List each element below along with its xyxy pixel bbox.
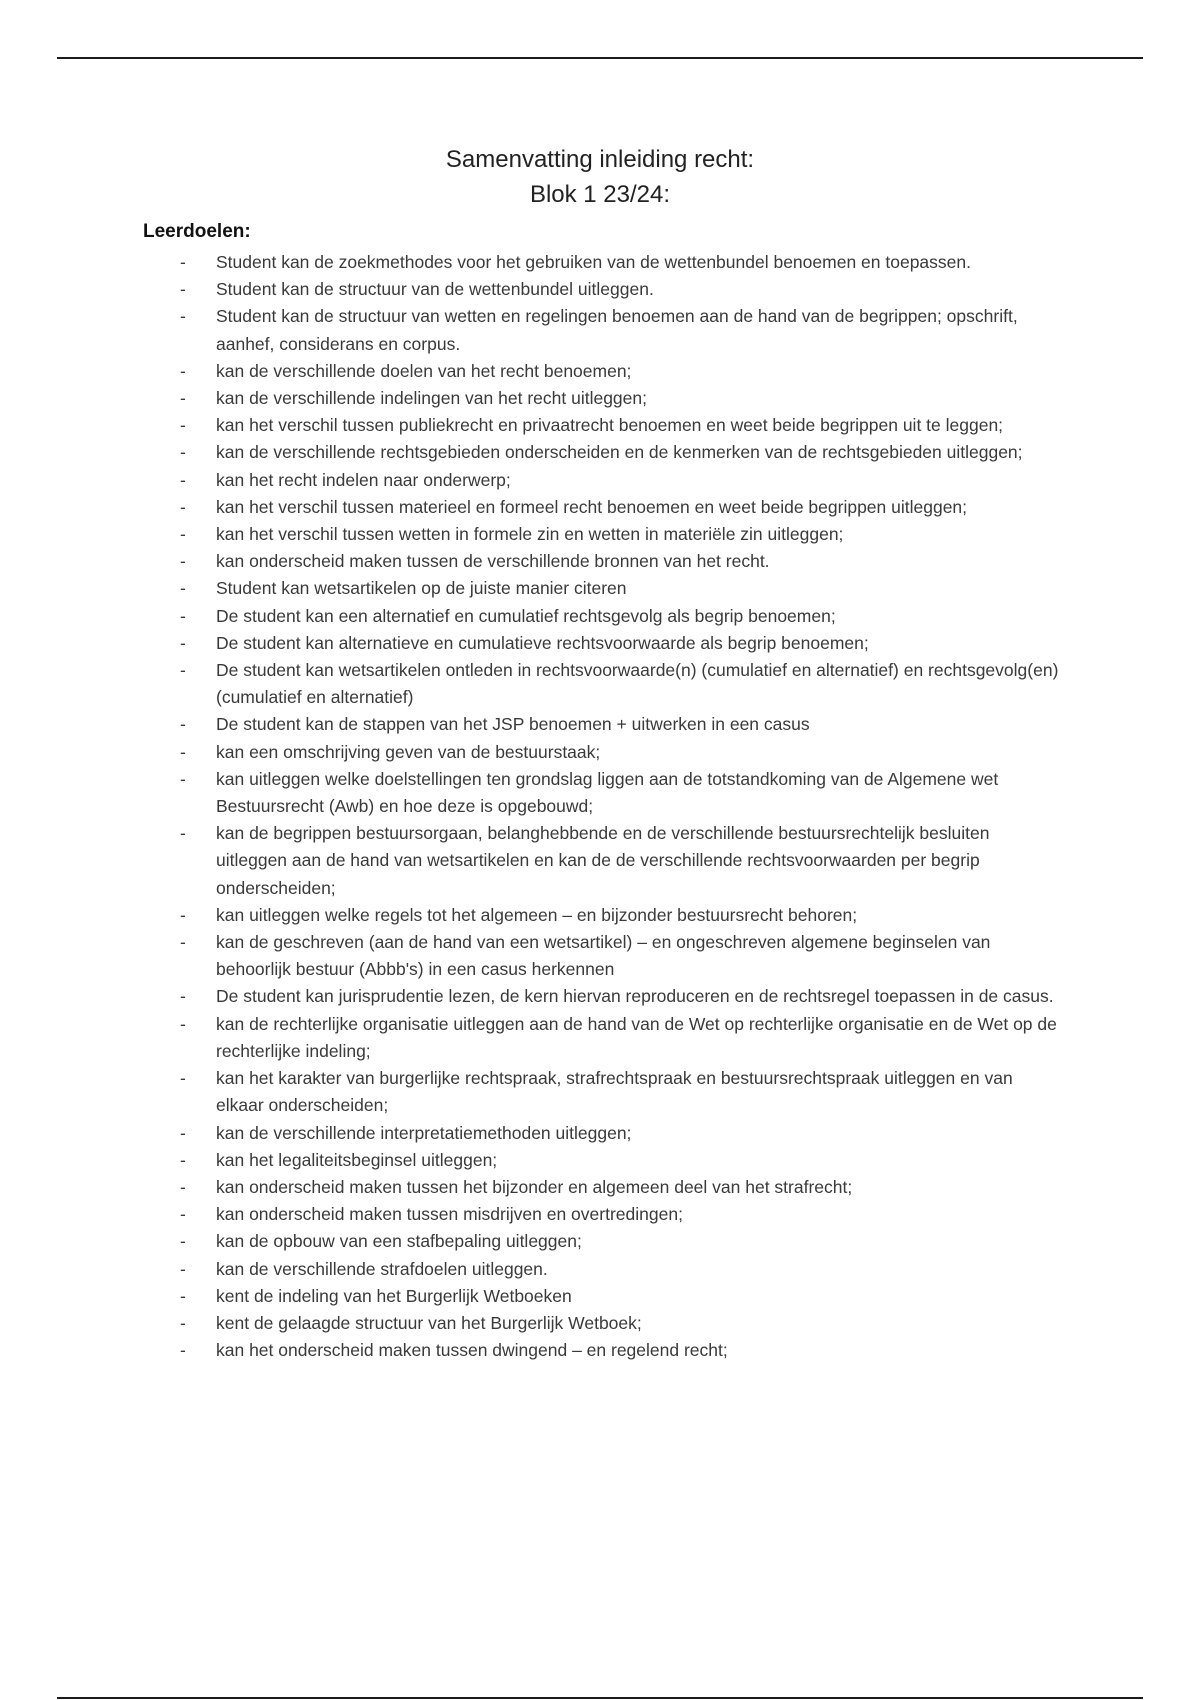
list-item: - kan het recht indelen naar onderwerp; bbox=[143, 467, 1063, 494]
list-item: - De student kan de stappen van het JSP benoemen + uitwerken in een casus bbox=[143, 711, 1063, 738]
list-item: - kan een omschrijving geven van de bestuurstaak; bbox=[143, 739, 1063, 766]
list-item: - Student kan de structuur van wetten en regelingen benoemen aan de hand van de begrippen; opschrift, aanhef, considerans en corpus. bbox=[143, 303, 1063, 357]
list-item: - kan de verschillende interpretatiemethoden uitleggen; bbox=[143, 1120, 1063, 1147]
list-item: - kan de begrippen bestuursorgaan, belanghebbende en de verschillende bestuursrechtelijk besluiten uitleggen aan de hand van wetsartikelen en kan de de verschillende rechtsvoorwaarden per begrip onderscheiden; bbox=[143, 820, 1063, 902]
list-item: - De student kan een alternatief en cumulatief rechtsgevolg als begrip benoemen; bbox=[143, 603, 1063, 630]
list-item: - De student kan alternatieve en cumulatieve rechtsvoorwaarde als begrip benoemen; bbox=[143, 630, 1063, 657]
learning-objectives-list bbox=[143, 249, 1063, 1364]
list-item: - kan onderscheid maken tussen het bijzonder en algemeen deel van het strafrecht; bbox=[143, 1174, 1063, 1201]
list-item: - Student kan wetsartikelen op de juiste manier citeren bbox=[143, 575, 1063, 602]
list-item: - De student kan wetsartikelen ontleden in rechtsvoorwaarde(n) (cumulatief en alternatief) en rechtsgevolg(en) (cumulatief en alternatief) bbox=[143, 657, 1063, 711]
list-item: - kan het verschil tussen wetten in formele zin en wetten in materiële zin uitleggen; bbox=[143, 521, 1063, 548]
list-item: - kent de indeling van het Burgerlijk Wetboeken bbox=[143, 1283, 1063, 1310]
list-item: - De student kan jurisprudentie lezen, de kern hiervan reproduceren en de rechtsregel toepassen in de casus. bbox=[143, 983, 1063, 1010]
list-item: - kan de opbouw van een stafbepaling uitleggen; bbox=[143, 1228, 1063, 1255]
list-item: - kan de rechterlijke organisatie uitleggen aan de hand van de Wet op rechterlijke organisatie en de Wet op de rechterlijke indeling; bbox=[143, 1011, 1063, 1065]
list-item: - kan de verschillende doelen van het recht benoemen; bbox=[143, 358, 1063, 385]
document-title bbox=[0, 142, 1200, 212]
list-item: - kan het verschil tussen materieel en formeel recht benoemen en weet beide begrippen uitleggen; bbox=[143, 494, 1063, 521]
list-item: - kan het legaliteitsbeginsel uitleggen; bbox=[143, 1147, 1063, 1174]
section-heading: Leerdoelen: bbox=[143, 221, 251, 242]
list-item: - Student kan de structuur van de wettenbundel uitleggen. bbox=[143, 276, 1063, 303]
list-item: - kan het onderscheid maken tussen dwingend – en regelend recht; bbox=[143, 1337, 1063, 1364]
list-item: - kan de verschillende indelingen van het recht uitleggen; bbox=[143, 385, 1063, 412]
list-item: - kan de verschillende strafdoelen uitleggen. bbox=[143, 1256, 1063, 1283]
header-rule bbox=[57, 57, 1143, 59]
list-item: - kan het verschil tussen publiekrecht en privaatrecht benoemen en weet beide begrippen uit te leggen; bbox=[143, 412, 1063, 439]
list-item: - kan het karakter van burgerlijke rechtspraak, strafrechtspraak en bestuursrechtspraak uitleggen en van elkaar onderscheiden; bbox=[143, 1065, 1063, 1119]
list-item: - kan onderscheid maken tussen de verschillende bronnen van het recht. bbox=[143, 548, 1063, 575]
list-item: - kan onderscheid maken tussen misdrijven en overtredingen; bbox=[143, 1201, 1063, 1228]
list-item: - Student kan de zoekmethodes voor het gebruiken van de wettenbundel benoemen en toepassen. bbox=[143, 249, 1063, 276]
footer-rule bbox=[57, 1697, 1143, 1699]
list-item: - kan de verschillende rechtsgebieden onderscheiden en de kenmerken van de rechtsgebieden uitleggen; bbox=[143, 439, 1063, 466]
list-item: - kan uitleggen welke regels tot het algemeen – en bijzonder bestuursrecht behoren; bbox=[143, 902, 1063, 929]
title-line-2: Blok 1 23/24: bbox=[529, 181, 671, 208]
list-item: - kent de gelaagde structuur van het Burgerlijk Wetboek; bbox=[143, 1310, 1063, 1337]
list-item: - kan de geschreven (aan de hand van een wetsartikel) – en ongeschreven algemene beginselen van behoorlijk bestuur (Abbb's) in een casus herkennen bbox=[143, 929, 1063, 983]
list-item: - kan uitleggen welke doelstellingen ten grondslag liggen aan de totstandkoming van de Algemene wet Bestuursrecht (Awb) en hoe deze is opgebouwd; bbox=[143, 766, 1063, 820]
title-line-1: Samenvatting inleiding recht: bbox=[445, 146, 755, 173]
